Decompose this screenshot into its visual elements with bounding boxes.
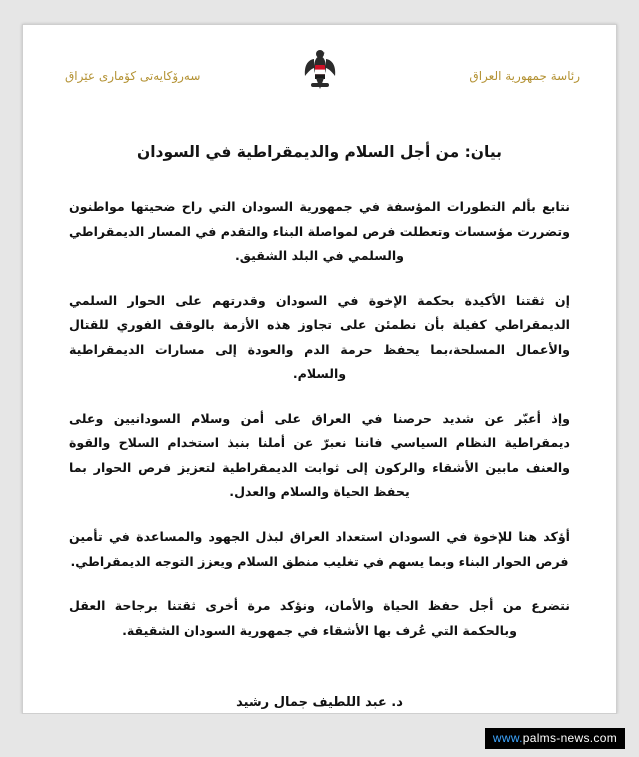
paragraph-3: وإذ أعبّر عن شديد حرصنا في العراق على أمن وسلام السودانيين وعلى ديمقراطية النظام السياسي فاننا نعبرّ عن أملنا بنبذ استخدام السلاح والقوة والعنف مابين الأشقاء والركون إلى ثوابت الديمقراطية لتعزيز فرص الحوار بما يحفظ الحياة والسلام والعدل. xyxy=(69,410,570,500)
document-header xyxy=(23,25,616,103)
presidency-kurdish-calligraphy-line1: سەرۆکایەتی کۆماری عێراق xyxy=(65,69,201,83)
page-title: بيان: من أجل السلام والديمقراطية في السودان xyxy=(137,143,502,161)
paragraph-1: نتابع بألم التطورات المؤسفة في جمهورية السودان التي راح ضحيتها مواطنون وتضررت مؤسسات وتعطلت فرص لمواصلة البناء والتقدم في المسار الديمقراطي والسلمي في البلد الشقيق. xyxy=(69,199,570,264)
paragraph-4: أؤكد هنا للإخوة في السودان استعداد العراق لبذل الجهود والمساعدة في تأمين فرص الحوار البناء وبما يسهم في تغليب منطق السلام ويعزز التوجه الديمقراطي. xyxy=(69,529,570,569)
signatory-name: د. عبد اللطيف جمال رشيد xyxy=(236,695,403,711)
source-watermark-prefix: www. xyxy=(492,731,523,745)
statement-sheet xyxy=(22,24,617,714)
presidency-arabic-calligraphy xyxy=(469,69,580,86)
iraq-state-emblem-icon xyxy=(303,47,337,91)
document-body xyxy=(23,103,616,731)
presidency-arabic-calligraphy-line1: رئاسة جمهورية العراق xyxy=(469,69,580,83)
source-watermark-domain: palms-news.com xyxy=(522,731,617,745)
source-watermark xyxy=(485,728,625,749)
paragraph-5: نتضرع من أجل حفظ الحياة والأمان، ونؤكد مرة أخرى ثقتنا برجاحة العقل وبالحكمة التي عُرف بها الأشقاء في جمهورية السودان الشقيقة. xyxy=(69,598,570,638)
presidency-kurdish-calligraphy xyxy=(65,69,200,86)
footer-area xyxy=(0,714,639,757)
paragraph-2: إن ثقتنا الأكيدة بحكمة الإخوة في السودان وقدرتهم على الحوار السلمي الديمقراطي كفيلة بأن نطمئن على تجاوز هذه الأزمة بالوقف الفوري للقتال والأعمال المسلحة،بما يحفظ حرمة الدم والعودة إلى مسارات الديمقراطية والسلام. xyxy=(69,292,570,382)
